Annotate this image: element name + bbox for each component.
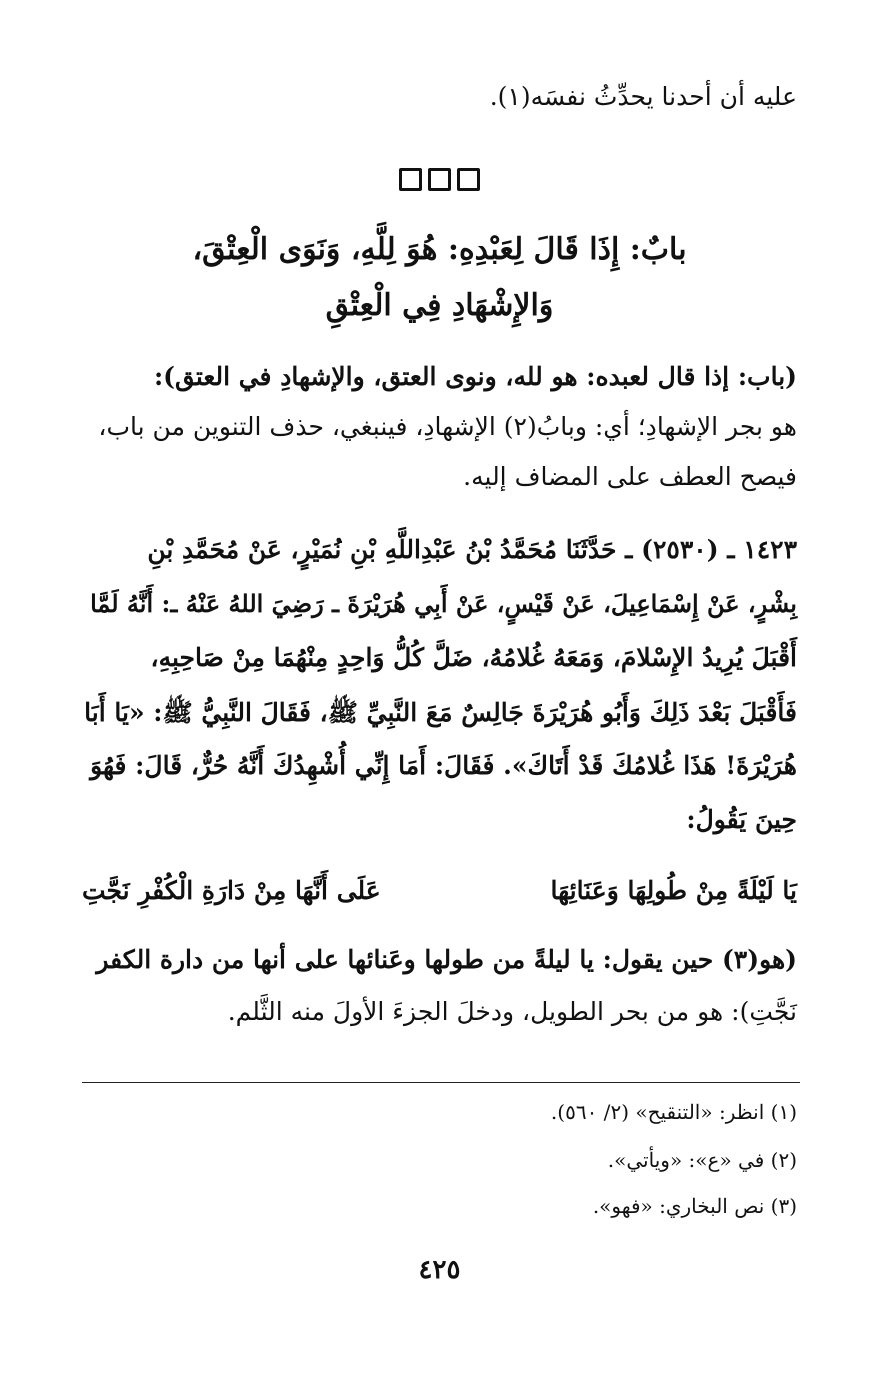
chapter-title-line-1: بابٌ: إِذَا قَالَ لِعَبْدِهِ: هُوَ لِلَّهِ، وَنَوَى الْعِتْقَ، <box>192 232 687 267</box>
verse-first-hemistich: يَا لَيْلَةً مِنْ طُولِهَا وَعَنَائِهَا <box>550 876 797 905</box>
section-divider <box>0 168 879 191</box>
hadith-line: أَقْبَلَ يُرِيدُ الإِسْلامَ، وَمَعَهُ غُلامُهُ، ضَلَّ كُلُّ وَاحِدٍ مِنْهُمَا مِنْ صَاحِبِهِ، <box>150 643 797 672</box>
divider-square-icon <box>399 168 422 191</box>
poetry-verse <box>82 876 797 916</box>
footnote-separator <box>82 1082 800 1083</box>
hadith-line: فَأَقْبَلَ بَعْدَ ذَلِكَ وَأَبُو هُرَيْرَةَ جَالِسٌ مَعَ النَّبِيِّ ﷺ، فَقَالَ النَّبِيُّ ﷺ: «يَا أَبَا <box>84 698 797 727</box>
hadith-line: بِشْرٍ، عَنْ إِسْمَاعِيلَ، عَنْ قَيْسٍ، عَنْ أَبِي هُرَيْرَةَ ـ رَضِيَ اللهُ عَنْهُ ـ: أَنَّهُ لَمَّا <box>90 589 797 618</box>
hadith-line: هُرَيْرَةَ! هَذَا غُلامُكَ قَدْ أَتَاكَ». فَقَالَ: أَمَا إِنِّي أُشْهِدُكَ أَنَّهُ حُرٌّ، قَالَ: فَهُوَ <box>90 751 797 780</box>
commentary-heading: (هو(٣) حين يقول: يا ليلةً من طولها وعَنائها على أنها من دارة الكفر <box>96 945 797 974</box>
hadith-line: ١٤٢٣ ـ (٢٥٣٠) ـ حَدَّثَنَا مُحَمَّدُ بْنُ عَبْدِاللَّهِ بْنِ نُمَيْرٍ، عَنْ مُحَمَّدِ بْنِ <box>147 535 797 564</box>
footnote-3: (٣) نص البخاري: «فهو». <box>592 1194 797 1218</box>
divider-square-icon <box>457 168 480 191</box>
footnote-1: (١) انظر: «التنقيح» (٢/ ٥٦٠). <box>550 1100 797 1124</box>
commentary-line: هو بجر الإشهادِ؛ أي: وبابُ(٢) الإشهادِ، فينبغي، حذف التنوين من باب، <box>98 412 797 441</box>
divider-square-icon <box>428 168 451 191</box>
verse-second-hemistich: عَلَى أَنَّهَا مِنْ دَارَةِ الْكُفْرِ نَجَّتِ <box>82 876 381 905</box>
footnote-2: (٢) في «ع»: «ويأتي». <box>607 1148 797 1172</box>
commentary-heading: (باب: إذا قال لعبده: هو لله، ونوى العتق، والإشهادِ في العتق): <box>153 362 797 391</box>
hadith-line: حِينَ يَقُولُ: <box>686 805 797 834</box>
page-number: ٤٢٥ <box>418 1255 461 1285</box>
commentary-line: فيصح العطف على المضاف إليه. <box>463 462 797 491</box>
chapter-title-line-2: وَالإِشْهَادِ فِي الْعِتْقِ <box>325 288 554 323</box>
continuation-line: عليه أن أحدنا يحدِّثُ نفسَه(١). <box>489 82 797 111</box>
commentary-line: نَجَّتِ): هو من بحر الطويل، ودخلَ الجزءَ الأولَ منه الثَّلم. <box>227 997 797 1026</box>
